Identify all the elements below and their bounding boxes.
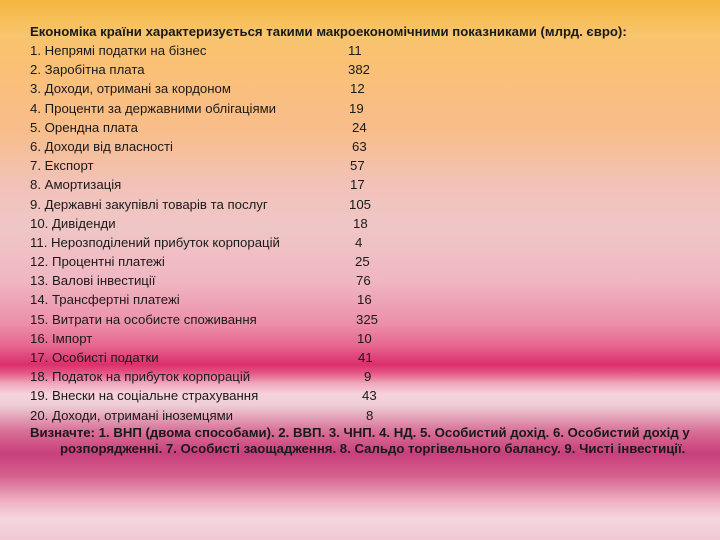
list-item bbox=[30, 233, 690, 252]
list-item bbox=[30, 41, 690, 60]
item-value: 382 bbox=[348, 62, 371, 78]
list-item bbox=[30, 156, 690, 175]
item-value: 43 bbox=[362, 388, 377, 404]
item-label: 18. Податок на прибуток корпорацій bbox=[30, 369, 251, 385]
item-label: 9. Державні закупівлі товарів та послуг bbox=[30, 196, 268, 212]
item-value: 18 bbox=[353, 215, 368, 231]
item-label: 20. Доходи, отримані іноземцями bbox=[30, 407, 234, 423]
item-label: 12. Процентні платежі bbox=[30, 254, 165, 270]
list-item bbox=[30, 406, 690, 425]
item-label: 17. Особисті податки bbox=[30, 350, 159, 365]
problem-heading: Економіка країни характеризується такими макроекономічними показниками (млрд. євро): bbox=[30, 24, 627, 39]
item-value: 105 bbox=[349, 196, 372, 212]
item-value: 325 bbox=[356, 311, 379, 327]
item-label: 14. Трансфертні платежі bbox=[30, 292, 180, 308]
item-value: 4 bbox=[355, 234, 363, 250]
item-value: 63 bbox=[352, 138, 367, 154]
list-item bbox=[30, 99, 690, 118]
task-instructions: Визначте: 1. ВНП (двома способами). 2. ВВП. 3. ЧНП. 4. НД. 5. Особистий дохід. 6. Особистий дохід у розпорядженні. 7. Особисті заощадження. 8. Сальдо торгівельного балансу. 9. Чисті інвестиції. bbox=[30, 424, 690, 456]
item-value: 12 bbox=[350, 81, 365, 97]
item-label: 11. Нерозподілений прибуток корпорацій bbox=[30, 234, 280, 250]
list-item bbox=[30, 367, 690, 386]
list-item bbox=[30, 290, 690, 309]
item-value: 57 bbox=[350, 158, 365, 174]
item-label: 7. Експорт bbox=[30, 158, 94, 174]
item-label: 1. Непрямі податки на бізнес bbox=[30, 43, 207, 58]
item-label: 10. Дивіденди bbox=[30, 215, 116, 231]
item-value: 17 bbox=[350, 177, 365, 193]
list-item bbox=[30, 329, 690, 348]
item-value: 76 bbox=[356, 273, 371, 289]
item-label: 3. Доходи, отримані за кордоном bbox=[30, 81, 231, 97]
slide-content bbox=[30, 24, 690, 457]
indicator-list bbox=[30, 41, 690, 425]
item-value: 8 bbox=[366, 407, 374, 423]
item-label: 5. Орендна плата bbox=[30, 119, 138, 135]
item-label: 8. Амортизація bbox=[30, 177, 122, 193]
list-item bbox=[30, 195, 690, 214]
list-item bbox=[30, 137, 690, 156]
list-item bbox=[30, 175, 690, 194]
list-item bbox=[30, 252, 690, 271]
list-item bbox=[30, 214, 690, 233]
item-label: 19. Внески на соціальне страхування bbox=[30, 388, 259, 404]
item-value: 9 bbox=[364, 369, 372, 385]
list-item bbox=[30, 348, 690, 367]
list-item bbox=[30, 271, 690, 290]
item-value: 41 bbox=[358, 350, 373, 365]
item-label: 6. Доходи від власності bbox=[30, 138, 173, 154]
item-label: 16. Імпорт bbox=[30, 330, 93, 346]
list-item bbox=[30, 310, 690, 329]
item-value: 25 bbox=[355, 254, 370, 270]
list-item bbox=[30, 60, 690, 79]
item-label: 15. Витрати на особисте споживання bbox=[30, 311, 257, 327]
item-label: 2. Заробітна плата bbox=[30, 62, 145, 78]
item-value: 16 bbox=[357, 292, 372, 308]
item-value: 11 bbox=[348, 43, 362, 58]
item-value: 10 bbox=[357, 330, 372, 346]
item-value: 19 bbox=[349, 100, 364, 116]
list-item bbox=[30, 118, 690, 137]
item-value: 24 bbox=[352, 119, 367, 135]
item-label: 4. Проценти за державними облігаціями bbox=[30, 100, 277, 116]
list-item bbox=[30, 79, 690, 98]
item-label: 13. Валові інвестиції bbox=[30, 273, 156, 289]
list-item bbox=[30, 386, 690, 405]
